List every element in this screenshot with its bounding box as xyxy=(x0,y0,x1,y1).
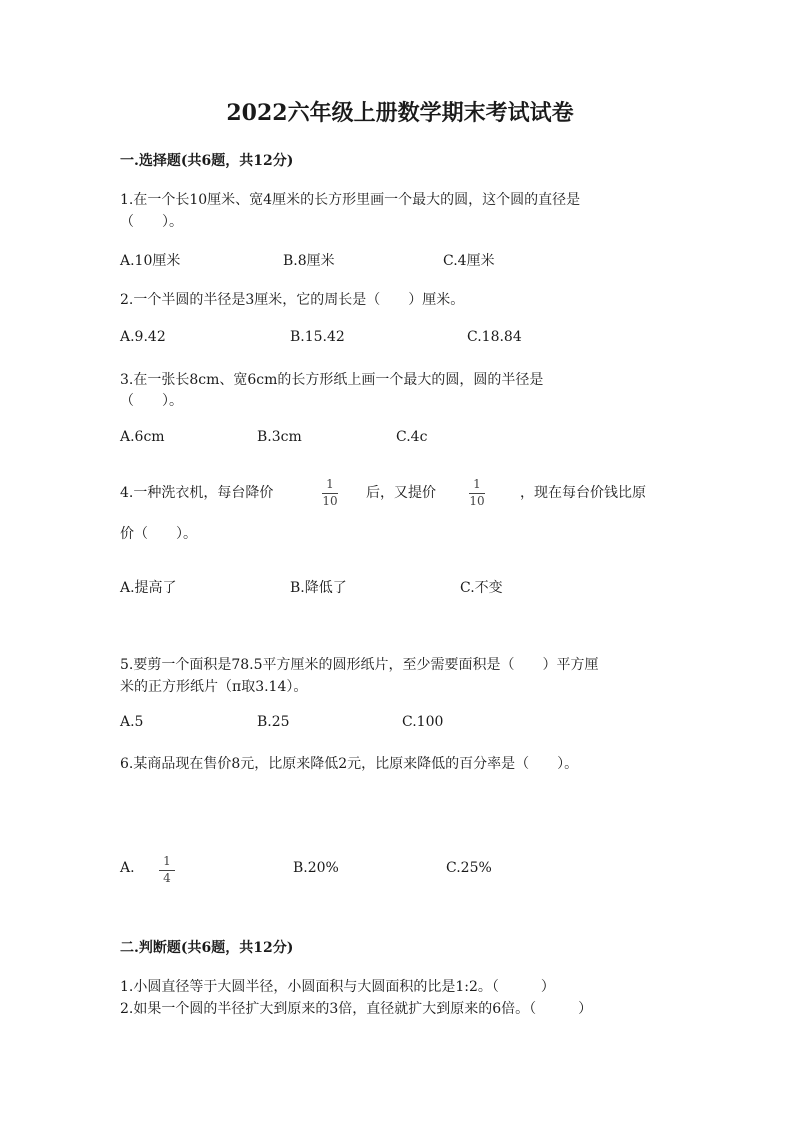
question-1-text: 1.在一个长10厘米、宽4厘米的长方形里画一个最大的圆，这个圆的直径是 xyxy=(120,192,581,208)
fraction-numerator: 1 xyxy=(473,477,481,491)
question-1-option-b: B.8厘米 xyxy=(283,253,335,269)
question-5-text: 5.要剪一个面积是78.5平方厘米的圆形纸片，至少需要面积是（ ）平方厘 xyxy=(120,657,599,673)
question-3-option-b: B.3cm xyxy=(257,429,302,445)
question-3-option-c: C.4c xyxy=(396,429,428,445)
page-title: 2022六年级上册数学期末考试试卷 xyxy=(226,100,574,126)
question-6-option-a-fraction xyxy=(159,855,175,885)
section-heading-choice: 一.选择题(共6题，共12分) xyxy=(120,153,294,169)
question-6-text: 6.某商品现在售价8元，比原来降低2元，比原来降低的百分率是（ ）。 xyxy=(120,756,579,772)
question-5-text-cont: 米的正方形纸片（π取3.14）。 xyxy=(120,679,308,695)
judgement-item-2: 2.如果一个圆的半径扩大到原来的3倍，直径就扩大到原来的6倍。（ ） xyxy=(120,1001,593,1017)
question-4-text-part1: 4.一种洗衣机，每台降价 xyxy=(120,485,274,501)
question-4-option-b: B.降低了 xyxy=(290,580,347,596)
question-5-option-c: C.100 xyxy=(402,714,444,730)
question-3-option-a: A.6cm xyxy=(120,429,165,445)
fraction-numerator: 1 xyxy=(163,854,171,868)
question-3-text-cont: （ ）。 xyxy=(120,393,183,409)
question-6-option-b: B.20% xyxy=(293,860,339,876)
fraction-denominator: 10 xyxy=(322,494,338,508)
fraction-numerator: 1 xyxy=(326,477,334,491)
question-2-option-a: A.9.42 xyxy=(120,329,166,345)
question-5-option-b: B.25 xyxy=(257,714,290,730)
question-2-option-b: B.15.42 xyxy=(290,329,345,345)
question-6-option-c: C.25% xyxy=(446,860,492,876)
question-4-text-part2: 后，又提价 xyxy=(366,485,436,501)
question-1-text-cont: （ ）。 xyxy=(120,214,183,230)
fraction-denominator: 10 xyxy=(469,494,485,508)
fraction-denominator: 4 xyxy=(163,871,171,885)
question-5-option-a: A.5 xyxy=(120,714,144,730)
question-4-option-c: C.不变 xyxy=(460,580,503,596)
question-2-text: 2.一个半圆的半径是3厘米，它的周长是（ ）厘米。 xyxy=(120,292,465,308)
question-4-option-a: A.提高了 xyxy=(120,580,177,596)
question-4-text-part3: ，现在每台价钱比原 xyxy=(520,485,646,501)
question-4-text-cont: 价（ ）。 xyxy=(120,526,197,542)
section-heading-judgement: 二.判断题(共6题，共12分) xyxy=(120,940,294,956)
question-1-option-c: C.4厘米 xyxy=(443,253,495,269)
question-3-text: 3.在一张长8cm、宽6cm的长方形纸上画一个最大的圆，圆的半径是 xyxy=(120,372,544,388)
question-6-option-a: A. xyxy=(120,860,135,876)
judgement-item-1: 1.小圆直径等于大圆半径，小圆面积与大圆面积的比是1:2。（ ） xyxy=(120,979,555,995)
question-2-option-c: C.18.84 xyxy=(467,329,522,345)
question-4-fraction-1 xyxy=(322,478,338,508)
question-1-option-a: A.10厘米 xyxy=(120,253,181,269)
question-4-fraction-2 xyxy=(469,478,485,508)
